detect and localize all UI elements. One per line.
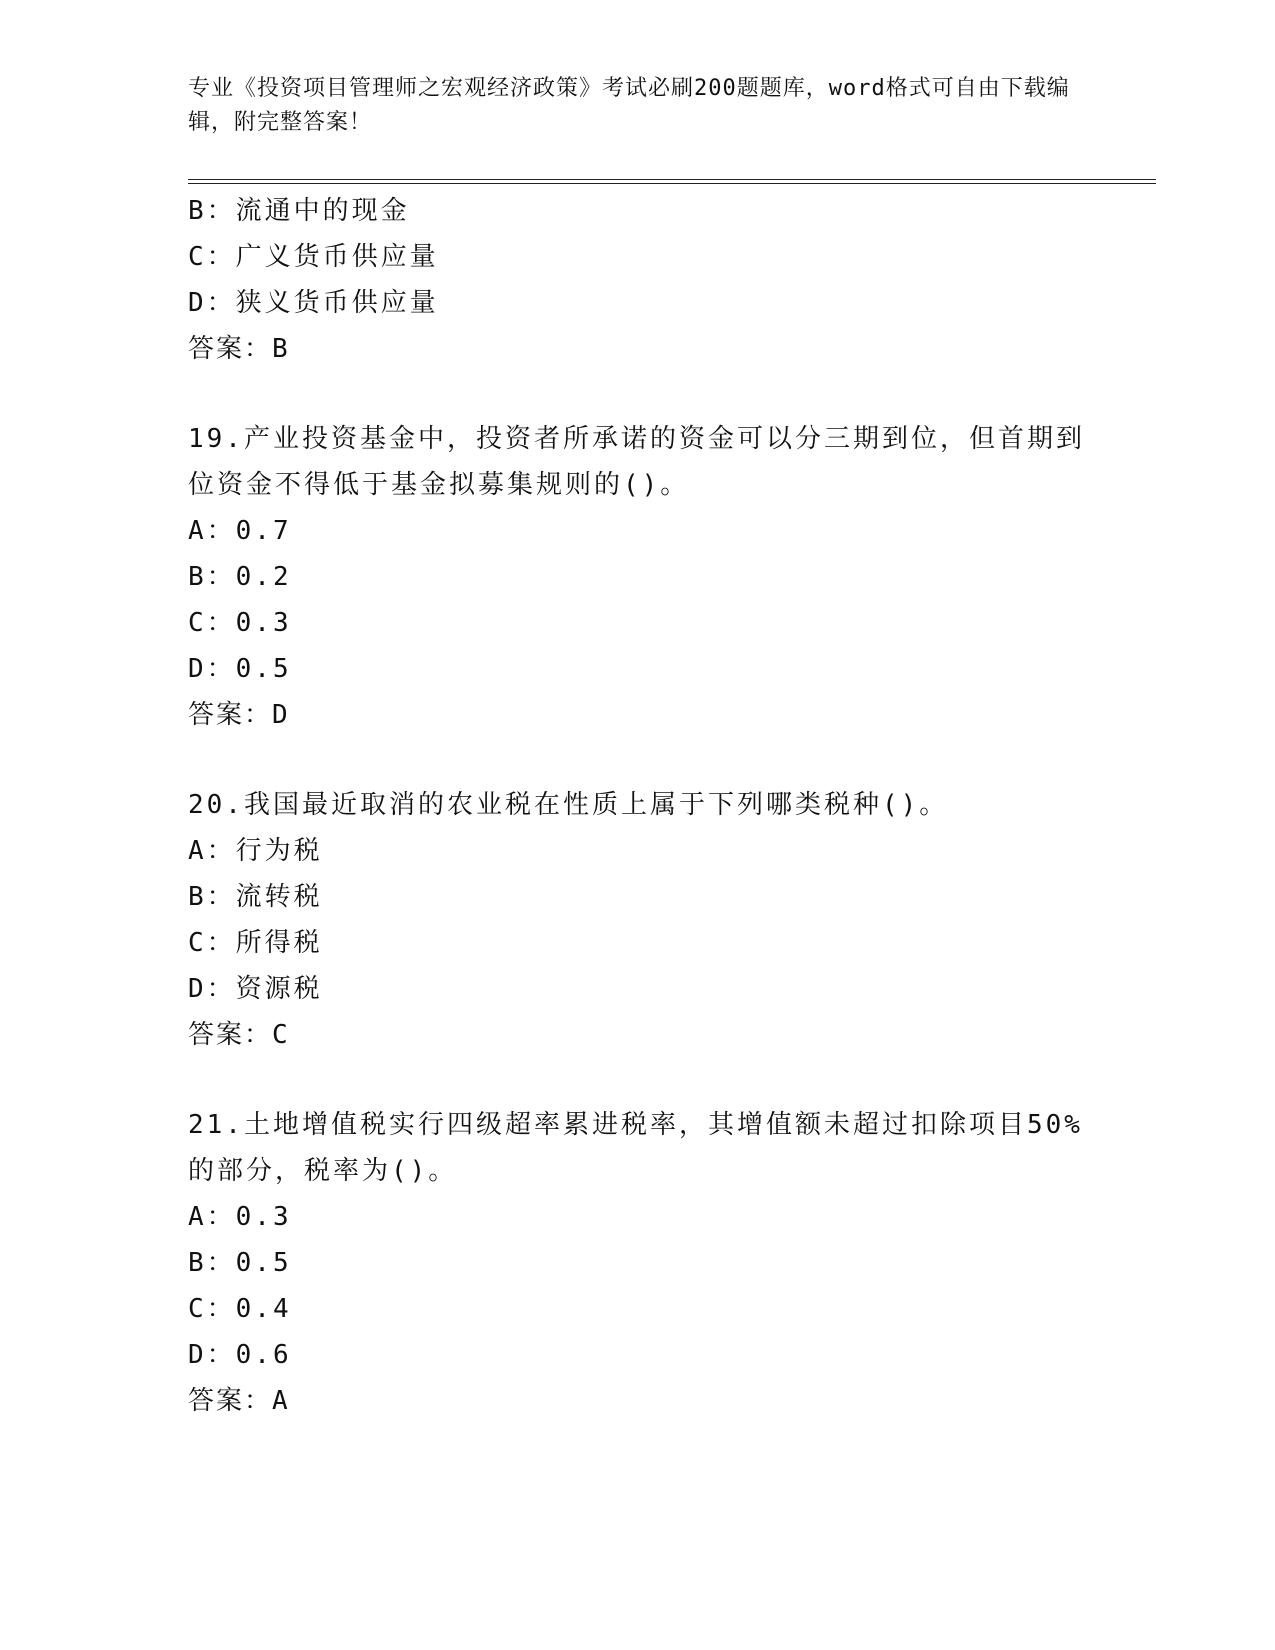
option: D：0.5: [188, 654, 292, 684]
document-header: 专业《投资项目管理师之宏观经济政策》考试必刷200题题库，word格式可自由下载编辑，附完整答案！: [188, 76, 1070, 135]
header-rule-bottom: [188, 183, 1156, 184]
option: D：狭义货币供应量: [188, 288, 439, 318]
option: C：广义货币供应量: [188, 242, 439, 272]
question-list: [188, 188, 1088, 1424]
question-text: 19.产业投资基金中，投资者所承诺的资金可以分三期到位，但首期到位资金不得低于基金拟募集规则的()。: [188, 424, 1085, 500]
header-rule-top: [188, 179, 1156, 180]
option: D：资源税: [188, 974, 323, 1004]
answer: 答案：D: [188, 700, 290, 730]
option: B：0.2: [188, 562, 292, 592]
question-partial: [188, 188, 1088, 372]
option: C：0.4: [188, 1294, 292, 1324]
option: A：0.7: [188, 516, 292, 546]
question-text: 21.土地增值税实行四级超率累进税率，其增值额未超过扣除项目50%的部分，税率为()。: [188, 1110, 1083, 1186]
option: C：所得税: [188, 928, 323, 958]
option: B：流通中的现金: [188, 196, 410, 226]
question-21: [188, 1102, 1088, 1424]
question-20: [188, 782, 1088, 1058]
option: B：流转税: [188, 882, 323, 912]
option: B：0.5: [188, 1248, 292, 1278]
answer: 答案：A: [188, 1386, 290, 1416]
option: C：0.3: [188, 608, 292, 638]
answer: 答案：C: [188, 1020, 290, 1050]
option: A：行为税: [188, 836, 323, 866]
option: A：0.3: [188, 1202, 292, 1232]
answer: 答案：B: [188, 334, 290, 364]
question-19: [188, 416, 1088, 738]
question-text: 20.我国最近取消的农业税在性质上属于下列哪类税种()。: [188, 790, 949, 820]
option: D：0.6: [188, 1340, 292, 1370]
